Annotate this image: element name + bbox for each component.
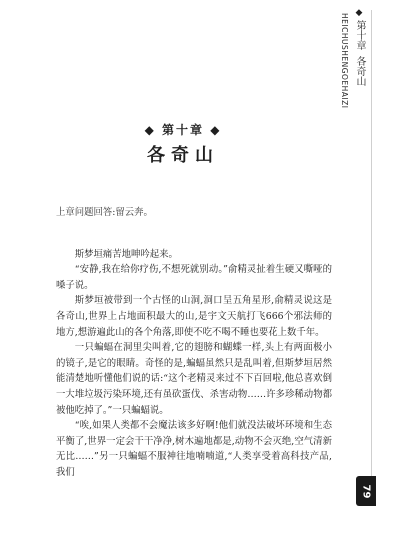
previous-answer: 上章问题回答:留云奔。: [56, 207, 153, 218]
paragraph: “安静,我在给你疗伤,不想死就别动。”俞精灵扯着生硬又嘶哑的嗓子说。: [56, 264, 332, 291]
heading-left-diamond-icon: ◆: [144, 123, 156, 137]
body-text: [56, 205, 332, 481]
paragraph: 一只蝙蝠在洞里尖叫着,它的翅膀和蝴蝶一样,头上有两面极小的镜子,是它的眼睛。奇怪的是,蝙蝠虽然只是乱叫着,但斯梦垣居然能清楚地听懂他们说的话:“这个老精灵来过不下百回啦,他总喜欢倒一大堆垃圾污染环境,还有虽砍蛋伐、杀害动物……许多珍稀动物都被他吃掉了。”一只蝙蝠说。: [56, 342, 332, 416]
running-header-title: 各奇山: [354, 56, 365, 86]
chapter-number: 第十章: [161, 123, 204, 137]
running-header-pinyin: HEICHUSHENGOEHAIZI: [340, 13, 349, 109]
page-number: 79: [360, 484, 372, 498]
header-diamond-icon: ◆: [355, 8, 363, 18]
paragraph: “唉,如果人类都不会魔法该多好啊!他们就没法破坏环境和生态平衡了,世界一定会干干净净,树木遍地都是,动物不会灭绝,空气清新无比……”另一只蝙蝠不服神往地喃喃道,“人类享受着高科技产品,我们: [56, 420, 332, 478]
paragraph: 斯梦垣痛苦地呻吟起来。: [74, 248, 178, 260]
running-header-chapter: 第十章: [354, 20, 365, 50]
side-rule-divider: [371, 10, 372, 490]
paragraph: 斯梦垣被带到一个古怪的山洞,洞口呈五角星形,俞精灵说这是各奇山,世界上占地面积最大的山,是宇文天航打飞666个邪法师的地方,想游遍此山的各个角落,即使不吃不喝不睡也要花上数千年。: [56, 295, 332, 338]
running-header: [350, 8, 368, 113]
chapter-heading: [0, 121, 366, 138]
chapter-title: 各奇山: [147, 145, 219, 166]
heading-right-diamond-icon: ◆: [210, 123, 222, 137]
page-number-tab: [356, 476, 376, 506]
